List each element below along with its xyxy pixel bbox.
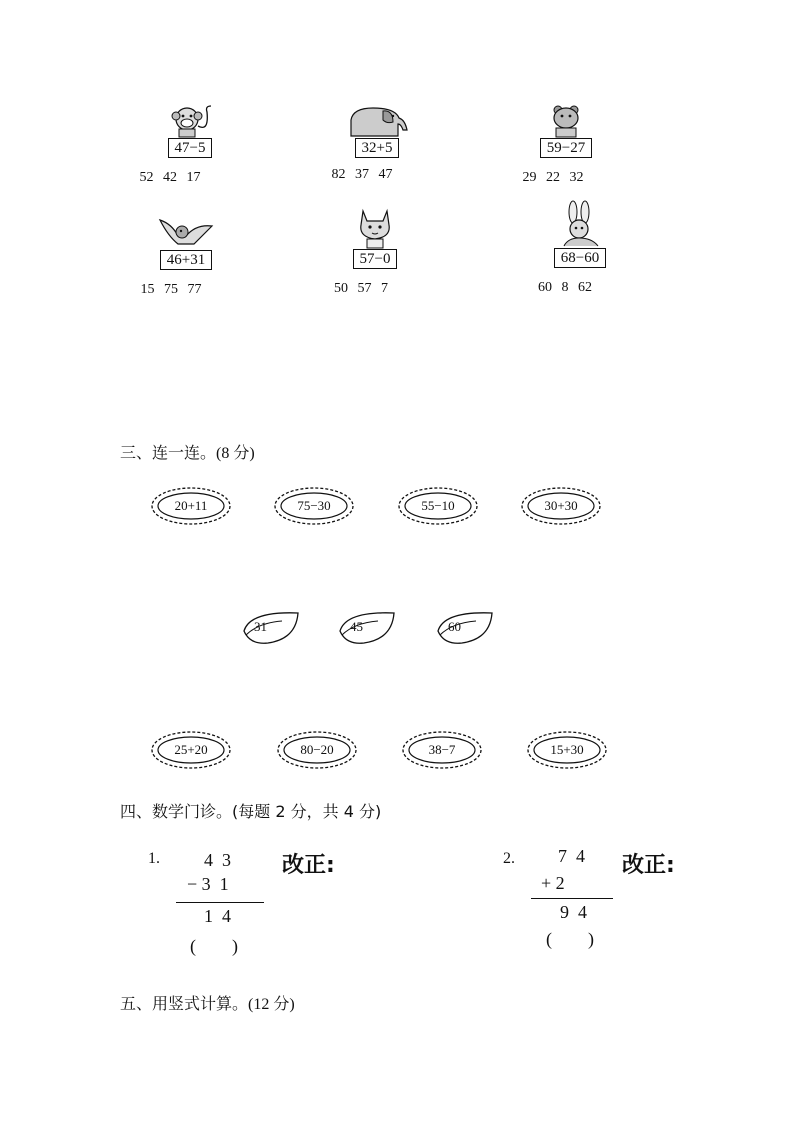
sum-line [531, 898, 613, 899]
answer-choices: 15 75 77 [140, 282, 202, 297]
section-5-score: (12 分) [248, 996, 295, 1013]
correction-label: 改正: [622, 853, 675, 878]
oval-label: 30+30 [544, 498, 578, 513]
section-5-heading [120, 991, 295, 1014]
operand-bottom: + 2 [541, 873, 565, 893]
section-3-score: (8 分) [216, 445, 255, 462]
leaf-shape [338, 609, 398, 649]
animal-card-rabbit [520, 200, 640, 296]
expression-box: 68−60 [554, 248, 606, 268]
expression-oval[interactable] [520, 486, 602, 526]
section-4-score: (每题 2 分，共 4 分) [232, 802, 382, 821]
result: 9 4 [560, 902, 587, 922]
animal-card-elephant [317, 102, 437, 183]
problem-index: 1. [148, 850, 160, 867]
answer-choices: 82 37 47 [331, 167, 393, 182]
rabbit-icon [558, 200, 602, 248]
operand-bottom: − 3 1 [187, 874, 229, 894]
number-leaf[interactable] [436, 609, 496, 649]
expression-box: 47−5 [168, 138, 213, 158]
number-leaf[interactable] [338, 609, 398, 649]
section-5-title: 五、用竖式计算。 [120, 994, 249, 1013]
leaf-shape [436, 609, 496, 649]
answer-choices: 50 57 7 [334, 281, 388, 296]
number-leaf[interactable] [242, 609, 302, 649]
oval-label: 75−30 [297, 498, 331, 513]
leaf-label: 31 [254, 619, 267, 634]
oval-label: 38−7 [428, 742, 456, 757]
oval-label: 80−20 [300, 742, 334, 757]
bird-icon [156, 214, 216, 250]
section-3-title: 三、连一连。 [120, 443, 217, 462]
animal-card-monkey [130, 102, 250, 186]
leaf-shape [242, 609, 302, 649]
elephant-icon [343, 102, 411, 138]
answer-parentheses[interactable]: ( ) [546, 929, 594, 949]
animal-card-bear [506, 102, 626, 186]
correction-label: 改正: [282, 853, 335, 878]
answer-parentheses[interactable]: ( ) [190, 936, 238, 956]
section-3-heading [120, 440, 255, 463]
bear-icon [546, 102, 586, 138]
animal-card-bird [126, 214, 246, 298]
answer-choices: 52 42 17 [139, 170, 201, 185]
expression-box: 57−0 [353, 249, 398, 269]
expression-oval[interactable] [150, 730, 232, 770]
section-4-title: 四、数学门诊。 [120, 802, 233, 821]
operand-top: 4 3 [204, 850, 231, 870]
expression-box: 59−27 [540, 138, 592, 158]
cat-icon [355, 207, 395, 249]
answer-choices: 29 22 32 [522, 170, 584, 185]
result: 1 4 [204, 906, 231, 926]
expression-box: 46+31 [160, 250, 212, 270]
oval-label: 55−10 [421, 498, 455, 513]
oval-label: 20+11 [174, 498, 208, 513]
leaf-label: 45 [350, 619, 363, 634]
leaf-label: 60 [448, 619, 461, 634]
expression-oval[interactable] [150, 486, 232, 526]
expression-oval[interactable] [276, 730, 358, 770]
section-4-heading [120, 799, 381, 822]
animal-card-cat [315, 207, 435, 297]
expression-box: 32+5 [355, 138, 400, 158]
sum-line [176, 902, 264, 903]
problem-index: 2. [503, 850, 515, 867]
expression-oval[interactable] [401, 730, 483, 770]
oval-label: 15+30 [550, 742, 584, 757]
oval-label: 25+20 [174, 742, 208, 757]
answer-choices: 60 8 62 [538, 280, 592, 295]
monkey-icon [165, 102, 215, 138]
expression-oval[interactable] [273, 486, 355, 526]
operand-top: 7 4 [558, 846, 585, 866]
expression-oval[interactable] [397, 486, 479, 526]
expression-oval[interactable] [526, 730, 608, 770]
